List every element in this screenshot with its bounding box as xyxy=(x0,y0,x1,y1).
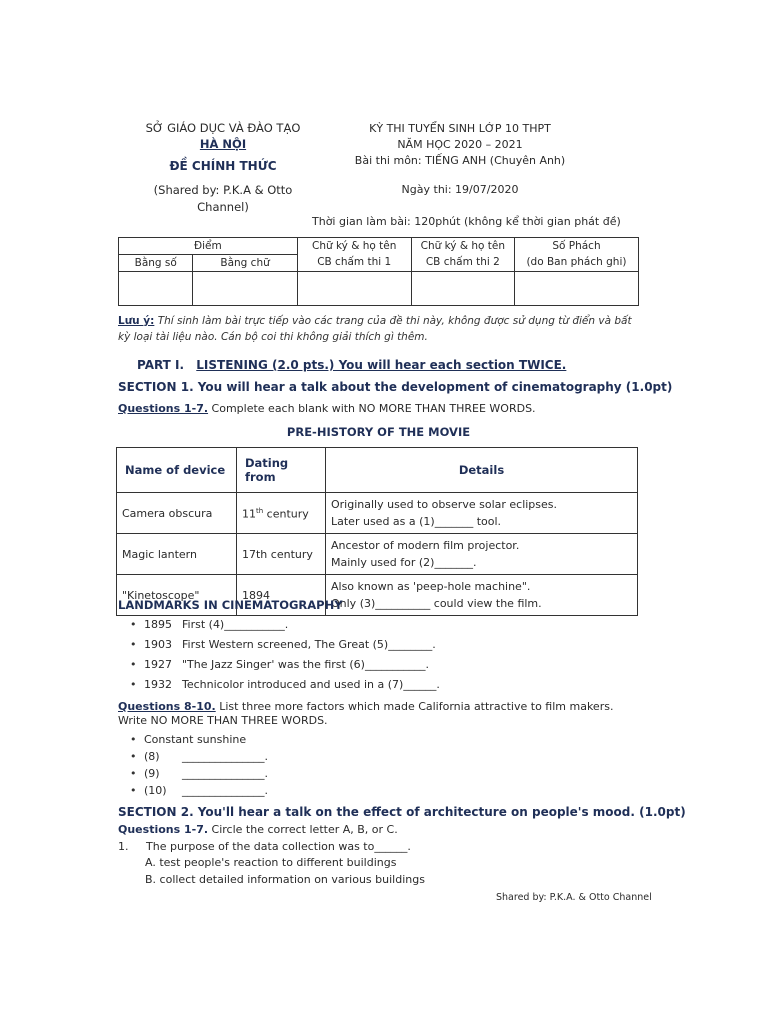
score-words-cell[interactable] xyxy=(193,272,297,306)
questions-1-7-text: Complete each blank with NO MORE THAN THREE WORDS. xyxy=(208,402,536,415)
blank-6[interactable]: ___________ xyxy=(364,658,426,671)
landmarks-title: LANDMARKS IN CINEMATOGRAPHY xyxy=(118,598,343,612)
school-year: NĂM HỌC 2020 – 2021 xyxy=(397,138,523,151)
list-item: • (8) _______________. xyxy=(118,748,638,765)
official-label: ĐỀ CHÍNH THỨC xyxy=(169,159,277,173)
note-text: Thí sinh làm bài trực tiếp vào các trang của đề thi này, không được sử dụng từ điển và bất kỳ loại tài liệu nào. Cán bộ coi thi không giải thích gì thêm. xyxy=(118,315,632,343)
device-details: Originally used to observe solar eclipses. Later used as a (1)_______ tool. xyxy=(326,493,638,534)
device-details: Also known as 'peep-hole machine". Only (3)__________ could view the film. xyxy=(326,575,638,616)
blank-2[interactable]: _______ xyxy=(434,556,473,569)
table-row xyxy=(117,493,638,534)
section-2-questions xyxy=(118,823,398,837)
grader-1-cell[interactable] xyxy=(297,272,411,306)
exam-title: KỲ THI TUYỂN SINH LỚP 10 THPT xyxy=(369,122,551,135)
subject: Bài thi môn: TIẾNG ANH (Chuyên Anh) xyxy=(354,154,566,167)
grader-2-header: Chữ ký & họ tên CB chấm thi 2 xyxy=(411,238,514,272)
list-item: • 1903 First Western screened, The Great (5)________. xyxy=(118,635,638,655)
part-1-label: PART I. xyxy=(137,358,185,372)
exam-date: Ngày thi: 19/07/2020 xyxy=(401,183,519,196)
list-item: • (10) _______________. xyxy=(118,782,638,799)
device-date: 17th century xyxy=(237,534,326,575)
section-2-questions-label: Questions 1-7. xyxy=(118,823,209,836)
score-numeric-cell[interactable] xyxy=(119,272,193,306)
so-phach-header: Số Phách (do Ban phách ghi) xyxy=(514,238,638,272)
landmarks-list xyxy=(118,615,638,695)
question-1 xyxy=(118,840,411,854)
blank-4[interactable]: ___________ xyxy=(224,618,285,631)
score-table xyxy=(118,237,639,306)
factors-list xyxy=(118,731,638,799)
device-table xyxy=(116,447,638,616)
note-label: Lưu ý: xyxy=(118,315,155,327)
device-details: Ancestor of modern film projector. Mainly used for (2)_______. xyxy=(326,534,638,575)
shared-line-2: Channel) xyxy=(197,200,249,214)
blank-1[interactable]: _______ xyxy=(434,515,474,528)
note xyxy=(118,313,643,345)
city-name: HÀ NỘI xyxy=(199,137,247,151)
grader-1-header: Chữ ký & họ tên CB chấm thi 1 xyxy=(297,238,411,272)
device-date: 11th century xyxy=(237,493,326,534)
section-1-title: SECTION 1. You will hear a talk about the development of cinematography (1.0pt) xyxy=(118,380,673,394)
score-numeric-header: Bằng số xyxy=(119,255,193,272)
blank-3[interactable]: __________ xyxy=(375,597,431,610)
shared-line-1: (Shared by: P.K.A & Otto xyxy=(153,183,293,197)
part-1-title: LISTENING (2.0 pts.) You will hear each section TWICE. xyxy=(196,358,567,372)
col-header-details: Details xyxy=(326,448,638,493)
section-2-questions-text: Circle the correct letter A, B, or C. xyxy=(208,823,398,836)
blank-9[interactable]: _______________. xyxy=(182,767,268,780)
part-1-heading xyxy=(137,358,566,372)
device-name: Camera obscura xyxy=(117,493,237,534)
score-words-header: Bằng chữ xyxy=(193,255,297,272)
grader-2-cell[interactable] xyxy=(411,272,514,306)
option-b[interactable]: B. collect detailed information on various buildings xyxy=(145,873,425,886)
device-date: 1894 xyxy=(237,575,326,616)
option-a[interactable]: A. test people's reaction to different buildings xyxy=(145,856,397,869)
table-title: PRE-HISTORY OF THE MOVIE xyxy=(286,425,471,439)
questions-1-7 xyxy=(118,402,536,416)
question-1-number: 1. xyxy=(118,840,129,853)
exam-duration: Thời gian làm bài: 120phút (không kể thời gian phát đề) xyxy=(312,215,621,228)
questions-8-10-text: List three more factors which made California attractive to film makers. Write NO MORE THAN THREE WORDS. xyxy=(118,700,614,727)
questions-1-7-label: Questions 1-7. xyxy=(118,402,209,415)
blank-5[interactable]: ________ xyxy=(388,638,433,651)
section-2-title: SECTION 2. You'll hear a talk on the effect of architecture on people's mood. (1.0pt) xyxy=(118,805,686,819)
col-header-date: Dating from xyxy=(237,448,326,493)
blank-8[interactable]: _______________. xyxy=(182,750,268,763)
dept-name: SỞ GIÁO DỤC VÀ ĐÀO TẠO xyxy=(145,121,301,135)
col-header-name: Name of device xyxy=(117,448,237,493)
score-header: Điểm xyxy=(119,238,298,255)
so-phach-cell[interactable] xyxy=(514,272,638,306)
device-name: Magic lantern xyxy=(117,534,237,575)
blank-10[interactable]: _______________. xyxy=(182,784,268,797)
list-item: • 1932 Technicolor introduced and used in a (7)______. xyxy=(118,675,638,695)
list-item: • Constant sunshine xyxy=(118,731,638,748)
list-item: • 1927 "The Jazz Singer' was the first (6)___________. xyxy=(118,655,638,675)
table-row xyxy=(117,534,638,575)
footer-credit: Shared by: P.K.A. & Otto Channel xyxy=(496,892,652,903)
question-1-text: The purpose of the data collection was to______. xyxy=(146,840,411,853)
list-item: • 1895 First (4)___________. xyxy=(118,615,638,635)
questions-8-10-label: Questions 8-10. xyxy=(118,700,216,713)
questions-8-10 xyxy=(118,700,643,728)
device-name: "Kinetoscope" xyxy=(117,575,237,616)
blank-7[interactable]: ______ xyxy=(403,678,437,691)
list-item: • (9) _______________. xyxy=(118,765,638,782)
